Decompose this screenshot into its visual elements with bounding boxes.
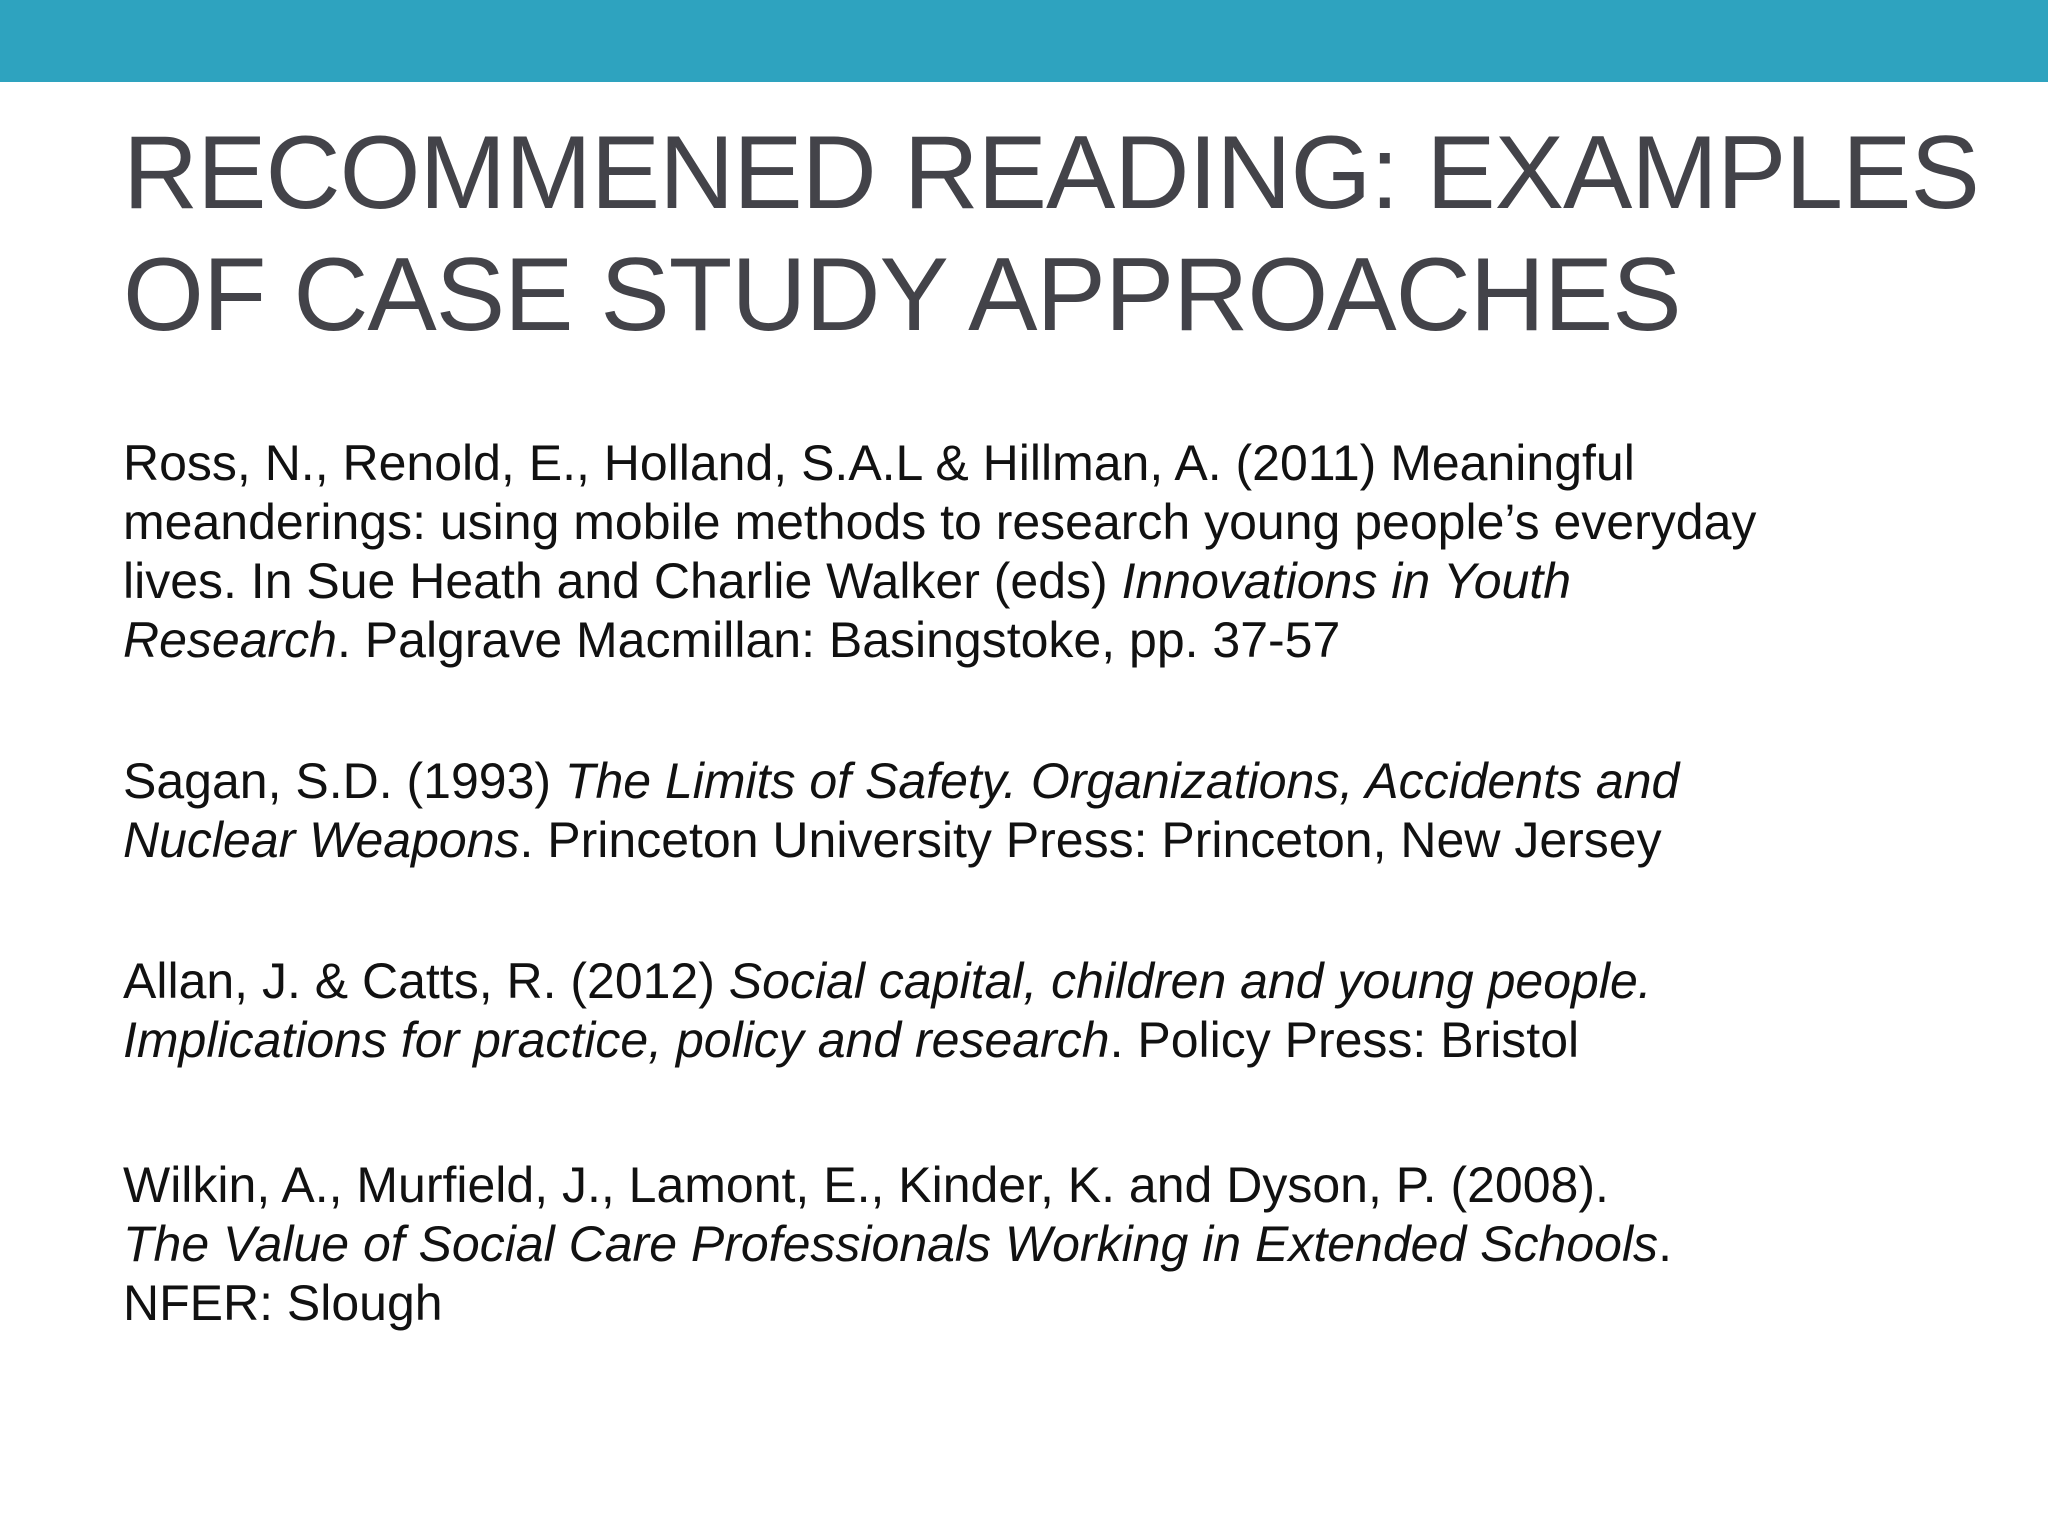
reference-wilkin-2008 — [123, 1156, 1983, 1333]
reference-text: . Princeton University Press: Princeton, New Jersey — [519, 812, 1662, 868]
reference-line — [123, 1274, 1983, 1333]
reference-ross-2011 — [123, 434, 1983, 670]
reference-line — [123, 1156, 1983, 1215]
reference-text: . Policy Press: Bristol — [1109, 1012, 1580, 1068]
slide-title — [123, 112, 1983, 356]
reference-book-title: Social capital, children and young people. — [728, 953, 1652, 1009]
reference-text: meanderings: using mobile methods to research young people’s everyday — [123, 494, 1757, 550]
reference-text: Ross, N., Renold, E., Holland, S.A.L & Hillman, A. (2011) Meaningful — [123, 435, 1635, 491]
reference-text: NFER: Slough — [123, 1275, 443, 1331]
reference-text: . — [1658, 1216, 1672, 1272]
reference-line — [123, 552, 1983, 611]
reference-sagan-1993 — [123, 752, 1983, 870]
reference-book-title: The Value of Social Care Professionals Working in Extended Schools — [123, 1216, 1659, 1272]
reference-text: . Palgrave Macmillan: Basingstoke, pp. 37-57 — [337, 612, 1341, 668]
reference-line — [123, 434, 1983, 493]
reference-book-title: Implications for practice, policy and research — [123, 1012, 1110, 1068]
reference-line — [123, 1011, 1983, 1070]
reference-book-title: Nuclear Weapons — [123, 812, 520, 868]
reference-text: Sagan, S.D. (1993) — [123, 753, 565, 809]
reference-line — [123, 811, 1983, 870]
reference-allan-catts-2012 — [123, 952, 1983, 1070]
header-accent-bar — [0, 0, 2048, 82]
reference-line — [123, 493, 1983, 552]
reference-book-title: Research — [123, 612, 337, 668]
reference-line — [123, 1215, 1983, 1274]
reference-line — [123, 611, 1983, 670]
reference-book-title: Innovations in Youth — [1121, 553, 1572, 609]
reference-text: Allan, J. & Catts, R. (2012) — [123, 953, 729, 1009]
reference-text: lives. In Sue Heath and Charlie Walker (eds) — [123, 553, 1122, 609]
slide-title-line: RECOMMENED READING: EXAMPLES — [123, 115, 1979, 231]
reference-line — [123, 752, 1983, 811]
reference-line — [123, 952, 1983, 1011]
slide-title-line: OF CASE STUDY APPROACHES — [123, 237, 1681, 353]
reference-text: Wilkin, A., Murfield, J., Lamont, E., Kinder, K. and Dyson, P. (2008). — [123, 1157, 1609, 1213]
reference-book-title: The Limits of Safety. Organizations, Accidents and — [564, 753, 1680, 809]
